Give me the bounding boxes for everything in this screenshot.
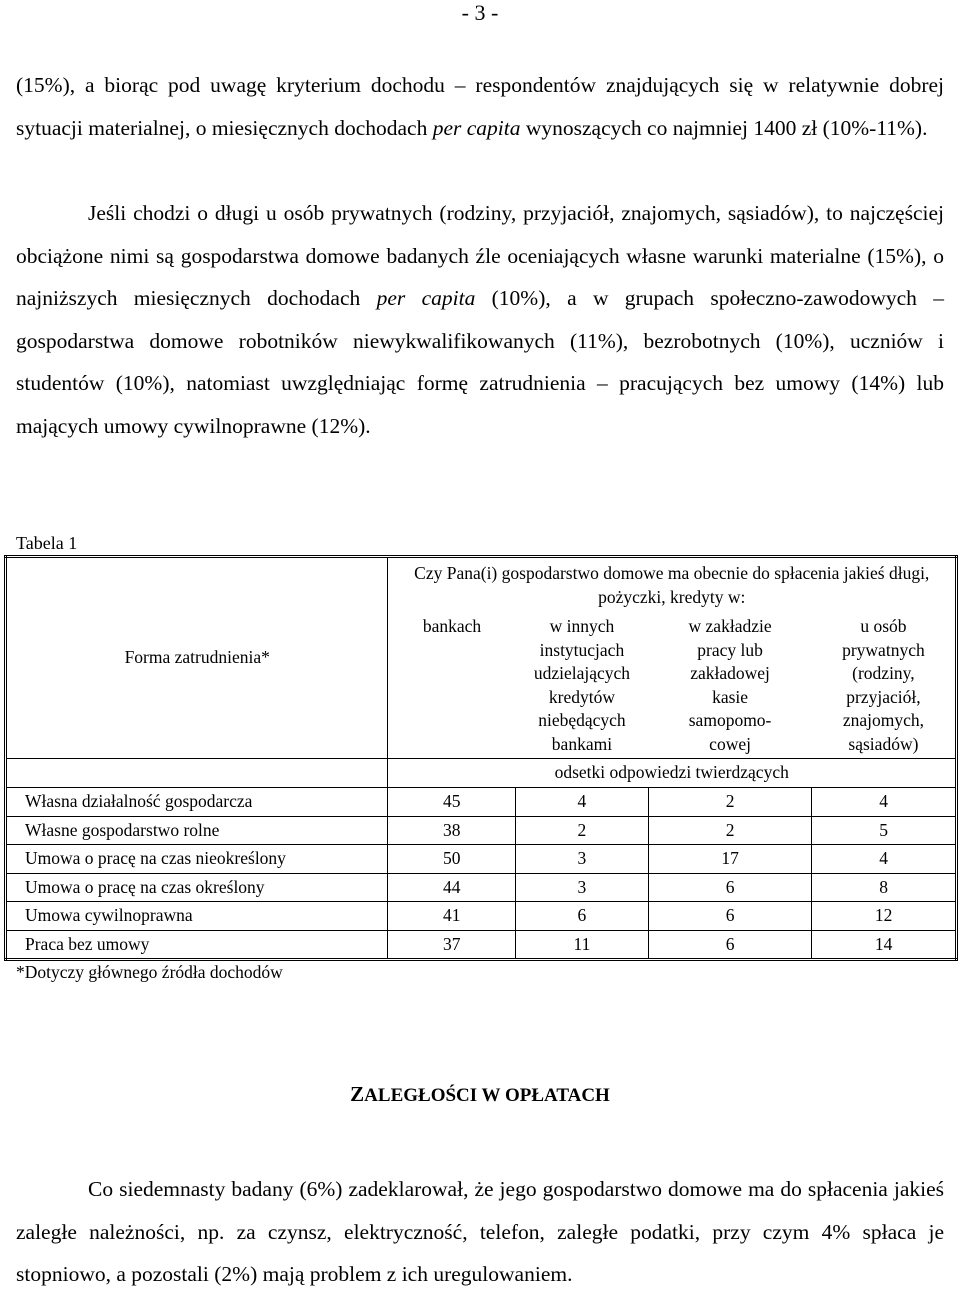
value-cell: 8 [812, 873, 957, 902]
paragraph-arrears: Co siedemnasty badany (6%) zadeklarował, że jego gospodarstwo domowe ma do spłacenia jakieś zaległe należności, np. za czynsz, elektryczność, telefon, zaległe podatki, przy czym 4% spłaca je stopniowo, a pozostali (2%) mają problem z ich uregulowaniem. [16, 1177, 944, 1286]
table-footnote: *Dotyczy głównego źródła dochodów [16, 962, 283, 982]
section-title [0, 1080, 960, 1110]
value-cell: 14 [812, 930, 957, 960]
paragraph-private-debts [16, 192, 944, 447]
row-label: Własne gospodarstwo rolne [6, 816, 388, 845]
value-cell: 11 [516, 930, 649, 960]
column-header-private-persons [812, 613, 957, 759]
value-cell: 6 [648, 902, 812, 931]
row-label: Własna działalność gospodarcza [6, 788, 388, 817]
column-header-line: u osób [860, 616, 907, 636]
value-cell: 50 [388, 845, 516, 874]
column-header-line: instytucjach [539, 639, 625, 660]
table-row [6, 930, 957, 960]
debt-table [4, 555, 958, 961]
value-cell: 38 [388, 816, 516, 845]
column-header-line: bankami [551, 733, 613, 754]
column-header-line: niebędących [538, 710, 626, 730]
column-header-line: bankach [422, 616, 482, 636]
value-cell: 41 [388, 902, 516, 931]
empty-cell [6, 759, 388, 788]
column-header-banks [388, 613, 516, 759]
page-number: - 3 - [461, 0, 499, 25]
question-header: Czy Pana(i) gospodarstwo domowe ma obecnie do spłacenia jakieś długi, pożyczki, kredyty w: [388, 557, 957, 614]
value-cell: 2 [648, 788, 812, 817]
italic-term: per capita [432, 115, 521, 140]
row-label: Umowa cywilnoprawna [6, 902, 388, 931]
value-cell: 4 [516, 788, 649, 817]
column-header-line: udzielających [533, 663, 631, 683]
column-header-line: kredytów [548, 686, 615, 707]
value-cell: 2 [648, 816, 812, 845]
paragraph-text: (10%), a w grupach społeczno-zawodowych – gospodarstwa domowe robotników niewykwalifikowanych (11%), bezrobotnych (10%), uczniów i studentów (10%), natomiast uwzględniając formę zatrudnienia – pracujących bez umowy (14%) lub mających umowy cywilnoprawne (12%). [16, 286, 944, 438]
paragraph-income-criterion [16, 64, 944, 149]
table-row [6, 902, 957, 931]
value-cell: 12 [812, 902, 957, 931]
value-cell: 4 [812, 845, 957, 874]
table-row [6, 816, 957, 845]
value-cell: 4 [812, 788, 957, 817]
unit-row: odsetki odpowiedzi twierdzących [388, 759, 957, 788]
column-header-line: samopomo- [688, 710, 772, 730]
value-cell: 3 [516, 873, 649, 902]
column-header-line: pracy lub [697, 639, 763, 660]
column-header-line: kasie [712, 686, 749, 707]
value-cell: 3 [516, 845, 649, 874]
value-cell: 17 [648, 845, 812, 874]
column-header-line: (rodziny, [852, 663, 915, 683]
section-title-initial: Z [350, 1082, 365, 1106]
column-header-workplace [648, 613, 812, 759]
column-header-line: w innych [549, 616, 615, 636]
value-cell: 44 [388, 873, 516, 902]
table-row [6, 845, 957, 874]
column-header-line: cowej [709, 733, 751, 754]
paragraph-text: Jeśli chodzi o długi u osób prywatnych (rodziny, przyjaciół, znajomych, sąsiadów), to najczęściej obciążone nimi są gospodarstwa domowe badanych źle oceniających własne warunki materialne (15%), o najniższych miesięcznych dochodach [16, 201, 944, 310]
value-cell: 2 [516, 816, 649, 845]
column-header-line: sąsiadów) [848, 733, 919, 754]
value-cell: 45 [388, 788, 516, 817]
column-header-other-institutions [516, 613, 649, 759]
column-header-line: w zakładzie [688, 616, 772, 636]
column-header-line: zakładowej [690, 663, 770, 683]
italic-term: per capita [376, 286, 476, 310]
value-cell: 5 [812, 816, 957, 845]
table-caption: Tabela 1 [16, 533, 78, 553]
value-cell: 37 [388, 930, 516, 960]
value-cell: 6 [648, 873, 812, 902]
column-header-line: przyjaciół, [846, 686, 921, 707]
row-label: Umowa o pracę na czas nieokreślony [6, 845, 388, 874]
paragraph-text: wynoszących co najmniej 1400 zł (10%-11%). [520, 115, 928, 140]
table-row [6, 788, 957, 817]
paragraph-text: (15%), a biorąc pod uwagę kryterium dochodu – respondentów znajdujących się w relatywnie dobrej sytuacji materialnej, o miesięcznych dochodach [16, 73, 944, 140]
value-cell: 6 [648, 930, 812, 960]
table-row [6, 873, 957, 902]
column-header-line: prywatnych [842, 639, 925, 660]
section-title-rest: ALEGŁOŚCI W OPŁATACH [364, 1085, 610, 1106]
row-label: Praca bez umowy [6, 930, 388, 960]
value-cell: 6 [516, 902, 649, 931]
column-header-line: znajomych, [842, 710, 924, 730]
row-label: Umowa o pracę na czas określony [6, 873, 388, 902]
row-header-cell: Forma zatrudnienia* [6, 557, 388, 759]
